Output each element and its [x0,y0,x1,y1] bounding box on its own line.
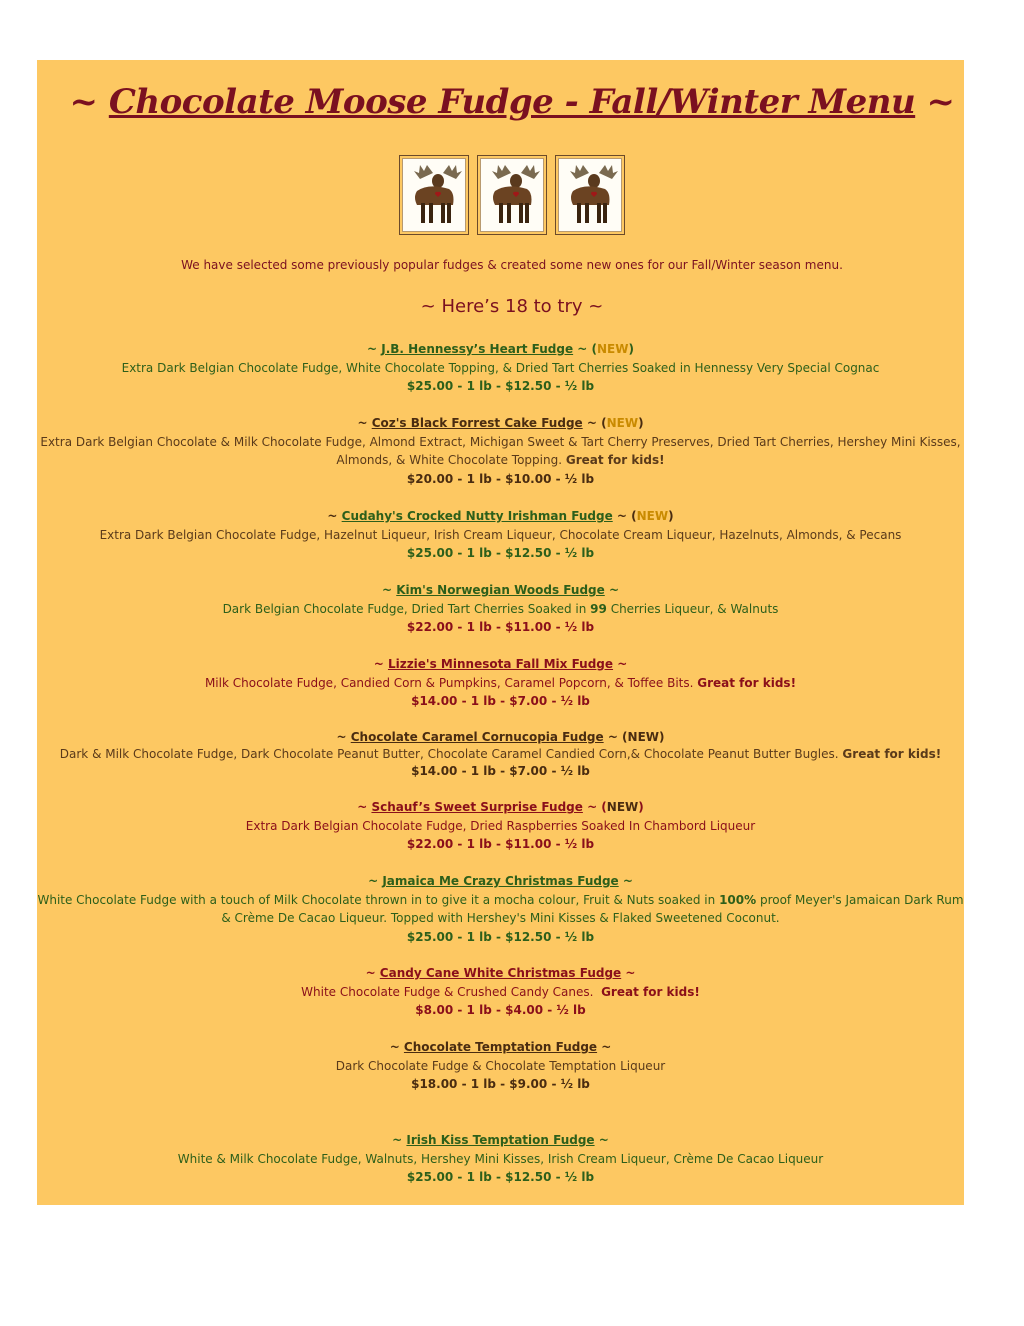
item-price: $22.00 - 1 lb - $11.00 - ½ lb [406,837,595,851]
menu-item [37,581,964,637]
item-description: Milk Chocolate Fudge, Candied Corn & Pumpkins, Caramel Popcorn, & Toffee Bits. Great for kids! [204,675,797,690]
menu-item [37,340,964,396]
kids-badge: Great for kids! [601,984,700,999]
item-name: ~ Jamaica Me Crazy Christmas Fudge ~ [368,874,633,888]
moose-image [399,155,469,235]
menu-item [37,964,964,1020]
item-name: ~ Coz's Black Forrest Cake Fudge ~ (NEW) [357,416,644,430]
item-link[interactable]: Chocolate Caramel Cornucopia Fudge [350,730,604,744]
title-suffix: ~ [915,82,955,122]
item-description: Extra Dark Belgian Chocolate Fudge, Dried Raspberries Soaked In Chambord Liqueur [245,818,756,833]
item-link[interactable]: Jamaica Me Crazy Christmas Fudge [382,874,619,888]
menu-item [37,414,964,488]
item-price: $18.00 - 1 lb - $9.00 - ½ lb [411,1077,590,1091]
item-name: ~ Chocolate Temptation Fudge ~ [389,1040,612,1054]
item-description: Dark & Milk Chocolate Fudge, Dark Chocolate Peanut Butter, Chocolate Caramel Candied Corn,& Chocolate Peanut Butter Bugles. Great for kids! [59,747,942,761]
menu-item [37,655,964,711]
item-price: $20.00 - 1 lb - $10.00 - ½ lb [406,471,595,486]
item-link[interactable]: Cudahy's Crocked Nutty Irishman Fudge [341,509,613,523]
item-description: White Chocolate Fudge with a touch of Milk Chocolate thrown in to give it a mocha colour, Fruit & Nuts soaked in 100% proof Meyer's Jamaican Dark Rum [37,892,964,907]
menu-item [37,507,964,563]
item-name: ~ Schauf’s Sweet Surprise Fudge ~ (NEW) [357,800,644,814]
item-description: Dark Chocolate Fudge & Chocolate Temptation Liqueur [335,1058,666,1073]
item-description: White Chocolate Fudge & Crushed Candy Canes. Great for kids! [301,984,700,999]
kids-badge: Great for kids! [842,747,942,761]
item-link[interactable]: Irish Kiss Temptation Fudge [406,1133,595,1147]
title-prefix: ~ [69,82,109,122]
title-text: Chocolate Moose Fudge - Fall/Winter Menu [108,82,916,122]
moose-icon [403,159,467,233]
moose-icon [481,159,545,233]
item-name: ~ Lizzie's Minnesota Fall Mix Fudge ~ [373,657,628,671]
item-price: $25.00 - 1 lb - $12.50 - ½ lb [406,929,595,944]
item-price: $14.00 - 1 lb - $7.00 - ½ lb [411,764,590,778]
intro-text: We have selected some previously popular fudges & created some new ones for our Fall/Winter season menu. [181,258,843,272]
menu-item [37,1131,964,1187]
item-description-2: Almonds, & White Chocolate Topping. Great for kids! [336,453,665,467]
item-link[interactable]: J.B. Hennessy’s Heart Fudge [381,342,574,356]
new-badge: NEW [627,730,660,744]
item-link[interactable]: Coz's Black Forrest Cake Fudge [371,416,583,430]
kids-badge: Great for kids! [565,453,665,467]
new-badge: NEW [606,416,639,430]
item-description: White & Milk Chocolate Fudge, Walnuts, Hershey Mini Kisses, Irish Cream Liqueur, Crème De Cacao Liqueur [177,1151,824,1166]
item-description: Extra Dark Belgian Chocolate Fudge, White Chocolate Topping, & Dried Tart Cherries Soaked in Hennessy Very Special Cognac [121,360,880,375]
item-name: ~ Candy Cane White Christmas Fudge ~ [365,966,636,980]
menu-item [37,872,964,946]
item-price: $25.00 - 1 lb - $12.50 - ½ lb [406,546,595,560]
item-link[interactable]: Kim's Norwegian Woods Fudge [396,583,605,597]
item-name: ~ Chocolate Caramel Cornucopia Fudge ~ (NEW) [336,730,665,744]
moose-image [555,155,625,235]
menu-item [37,798,964,854]
item-description: Dark Belgian Chocolate Fudge, Dried Tart Cherries Soaked in 99 Cherries Liqueur, & Walnuts [222,601,779,616]
menu-item [37,729,964,780]
moose-image [477,155,547,235]
new-badge: NEW [606,800,639,814]
page-title [0,82,1024,122]
item-name: ~ J.B. Hennessy’s Heart Fudge ~ (NEW) [367,342,634,356]
item-description: Extra Dark Belgian Chocolate & Milk Chocolate Fudge, Almond Extract, Michigan Sweet & Tart Cherry Preserves, Dried Tart Cherries, Hershey Mini Kisses, [40,434,961,449]
item-price: $8.00 - 1 lb - $4.00 - ½ lb [415,1003,586,1017]
new-badge: NEW [636,509,669,523]
item-description: Extra Dark Belgian Chocolate Fudge, Hazelnut Liqueur, Irish Cream Liqueur, Chocolate Cream Liqueur, Hazelnuts, Almonds, & Pecans [99,527,902,542]
item-link[interactable]: Lizzie's Minnesota Fall Mix Fudge [387,657,614,671]
item-link[interactable]: Schauf’s Sweet Surprise Fudge [371,800,583,814]
item-link[interactable]: Chocolate Temptation Fudge [403,1040,598,1054]
item-price: $14.00 - 1 lb - $7.00 - ½ lb [411,694,590,708]
kids-badge: Great for kids! [697,675,797,690]
item-name: ~ Kim's Norwegian Woods Fudge ~ [382,583,619,597]
item-name: ~ Cudahy's Crocked Nutty Irishman Fudge ~ (NEW) [327,509,674,523]
item-price: $25.00 - 1 lb - $12.50 - ½ lb [406,1170,595,1184]
item-price: $25.00 - 1 lb - $12.50 - ½ lb [406,379,595,393]
item-name: ~ Irish Kiss Temptation Fudge ~ [392,1133,609,1147]
moose-icon [559,159,623,233]
moose-images [0,155,1024,235]
item-link[interactable]: Candy Cane White Christmas Fudge [379,966,622,980]
new-badge: NEW [597,342,629,356]
item-description-2: & Crème De Cacao Liqueur. Topped with Hershey's Mini Kisses & Flaked Sweetened Coconut. [221,911,780,925]
subtitle: ~ Here’s 18 to try ~ [420,296,604,317]
item-price: $22.00 - 1 lb - $11.00 - ½ lb [406,620,595,634]
menu-item [37,1038,964,1094]
